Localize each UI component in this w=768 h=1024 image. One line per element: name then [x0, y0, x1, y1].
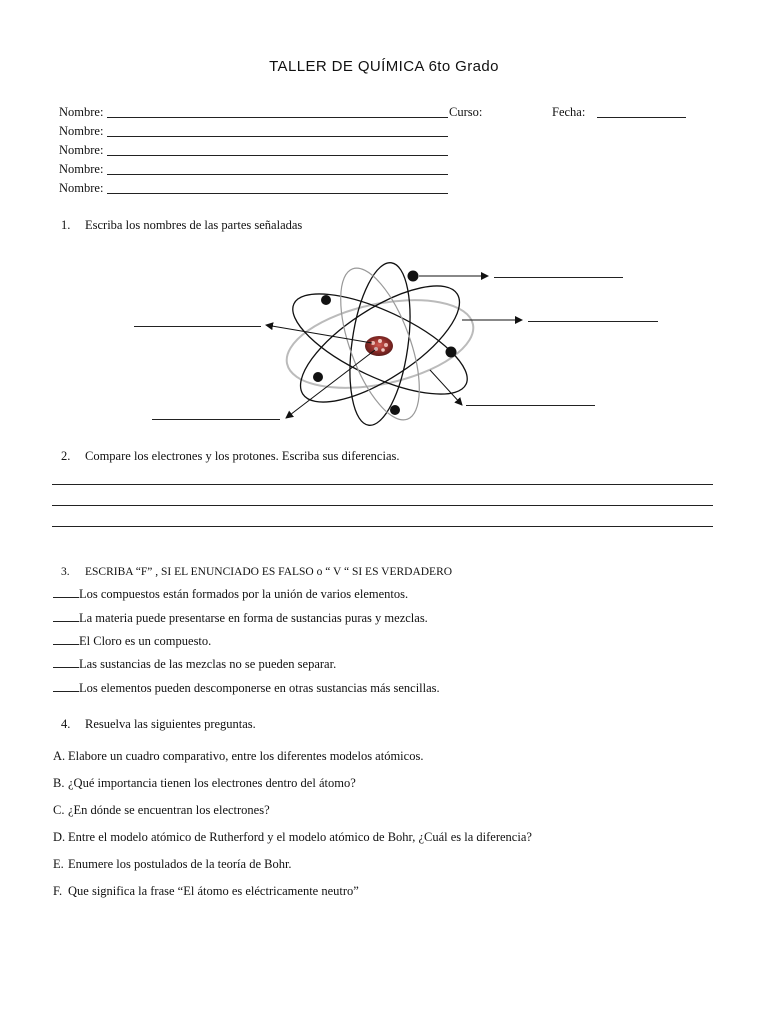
sub-question-letter: E. [53, 857, 64, 871]
sub-question-text: Entre el modelo atómico de Rutherford y el modelo atómico de Bohr, ¿Cuál es la diferencia? [68, 830, 532, 844]
question-text: ESCRIBA “F” , SI EL ENUNCIADO ES FALSO o “ V “ SI ES VERDADERO [85, 566, 453, 578]
question-text: Compare los electrones y los protones. Escriba sus diferencias. [85, 449, 400, 463]
question-number: 1. [61, 218, 71, 232]
statement-text: El Cloro es un compuesto. [79, 634, 212, 648]
question-number: 2. [61, 449, 71, 463]
course-label: Curso: [449, 105, 483, 119]
statement-row [53, 680, 440, 696]
electron [408, 271, 419, 282]
diagram-answer-field[interactable] [152, 419, 280, 420]
sub-question-letter: D. [53, 830, 66, 844]
answer-line[interactable] [52, 526, 713, 527]
answer-blank[interactable] [53, 633, 79, 645]
answer-line[interactable] [52, 484, 713, 485]
name-label: Nombre: [59, 124, 104, 138]
sub-question [53, 748, 423, 764]
question-text: Resuelva las siguientes preguntas. [85, 717, 256, 731]
sub-question-text: Elabore un cuadro comparativo, entre los diferentes modelos atómicos. [68, 749, 424, 763]
sub-question [53, 775, 356, 791]
sub-question-letter: F. [53, 884, 63, 898]
diagram-answer-field[interactable] [528, 321, 658, 322]
sub-question-text: ¿En dónde se encuentran los electrones? [68, 803, 270, 817]
sub-question [53, 829, 532, 845]
date-label: Fecha: [552, 105, 586, 119]
name-label: Nombre: [59, 181, 104, 195]
electron [446, 347, 457, 358]
answer-line[interactable] [52, 505, 713, 506]
statement-row [53, 610, 428, 626]
statement-text: Las sustancias de las mezclas no se pueden separar. [79, 657, 337, 671]
question-2 [61, 448, 400, 464]
statement-text: La materia puede presentarse en forma de sustancias puras y mezclas. [79, 611, 428, 625]
answer-blank[interactable] [53, 610, 79, 622]
name-label: Nombre: [59, 162, 104, 176]
sub-question-letter: C. [53, 803, 65, 817]
sub-question [53, 883, 359, 899]
statement-row [53, 633, 211, 649]
answer-blank[interactable] [53, 680, 79, 692]
page-title: TALLER DE QUÍMICA 6to Grado [269, 58, 499, 75]
sub-question-letter: A. [53, 749, 66, 763]
answer-blank[interactable] [53, 586, 79, 598]
question-number: 3. [61, 566, 70, 578]
sub-question-text: Que significa la frase “El átomo es eléctricamente neutro” [68, 884, 359, 898]
statement-text: Los compuestos están formados por la unión de varios elementos. [79, 587, 409, 601]
statement-row [53, 586, 408, 602]
diagram-answer-field[interactable] [494, 277, 623, 278]
electron [313, 372, 323, 382]
diagram-answer-field[interactable] [466, 405, 595, 406]
answer-blank[interactable] [53, 656, 79, 668]
name-label: Nombre: [59, 105, 104, 119]
statement-text: Los elementos pueden descomponerse en otras sustancias más sencillas. [79, 681, 440, 695]
nucleus [365, 336, 393, 356]
sub-question-text: ¿Qué importancia tienen los electrones dentro del átomo? [68, 776, 356, 790]
question-text: Escriba los nombres de las partes señaladas [85, 218, 303, 232]
name-label: Nombre: [59, 143, 104, 157]
question-3 [61, 564, 452, 580]
arrow [430, 370, 462, 405]
sub-question [53, 856, 292, 872]
question-4 [61, 716, 256, 732]
atom-diagram [0, 0, 768, 460]
statement-row [53, 656, 336, 672]
sub-question-text: Enumere los postulados de la teoría de Bohr. [68, 857, 292, 871]
question-number: 4. [61, 717, 71, 731]
electron [390, 405, 400, 415]
sub-question [53, 802, 270, 818]
diagram-answer-field[interactable] [134, 326, 261, 327]
sub-question-letter: B. [53, 776, 65, 790]
electron [321, 295, 331, 305]
arrow [266, 325, 372, 343]
arrow [286, 350, 375, 418]
